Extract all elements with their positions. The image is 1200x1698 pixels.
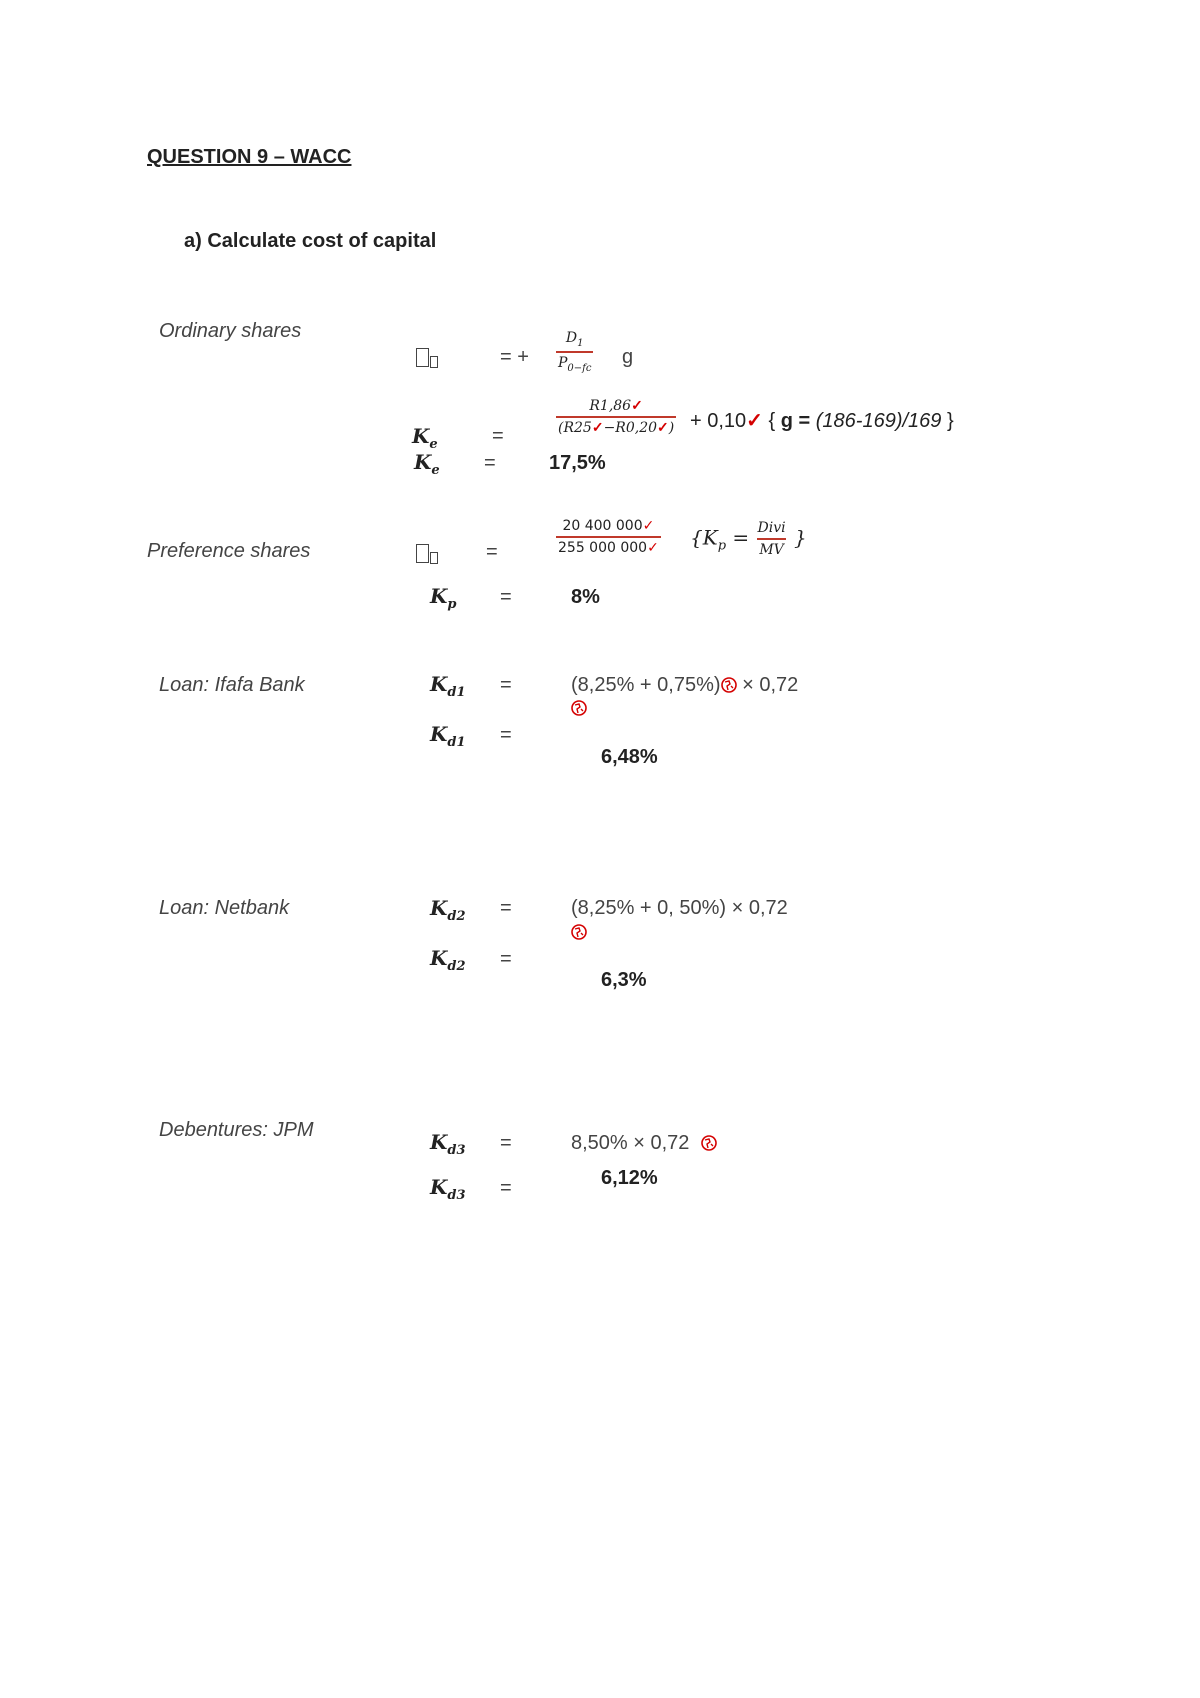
missing-glyph-icon	[416, 348, 429, 367]
globe-icon	[571, 924, 587, 940]
ke-denominator: (R25✓−R0,20✓)	[556, 416, 676, 436]
kd2-result-symbol: $K_{d2}$	[430, 946, 466, 974]
ke-result: 17,5%	[549, 452, 606, 474]
missing-glyph-icon	[430, 552, 438, 564]
preference-numerator: 20 400 000✓	[562, 518, 655, 534]
missing-glyph-icon	[430, 356, 438, 368]
kd3-expression: 8,50% × 0,72	[571, 1132, 717, 1155]
preference-shares-label: Preference shares	[147, 540, 311, 562]
kd1-result: 6,48%	[601, 746, 658, 768]
ordinary-formula-numerator: $D_1$	[565, 330, 584, 349]
ke-eq: =	[492, 425, 504, 447]
missing-glyph-icon	[416, 544, 429, 563]
ordinary-formula-eq: = +	[500, 346, 529, 368]
check-mark-icon: ✓	[647, 540, 659, 556]
kp-eq: =	[500, 586, 512, 608]
kd1-result-eq: =	[500, 724, 512, 746]
preference-formula-symbol	[416, 544, 438, 566]
kd2-globe-mark	[571, 924, 587, 943]
ke-symbol: $K_e$	[412, 424, 438, 452]
kd2-result: 6,3%	[601, 969, 647, 991]
kp-definition: {$K_p$ = $\frac{\text{Divi}}{MV}$ }	[690, 520, 807, 558]
page-title: QUESTION 9 – WACC	[147, 146, 352, 168]
ke-numerator: R1,86✓	[589, 398, 643, 414]
kd3-result: 6,12%	[601, 1167, 658, 1189]
preference-eq: =	[486, 541, 498, 563]
check-mark-icon: ✓	[642, 518, 655, 534]
kd3-result-symbol: $K_{d3}$	[430, 1175, 466, 1203]
ke-growth-addon: + 0,10✓ { g = (186-169)/169 }	[690, 410, 954, 432]
kd1-symbol: $K_{d1}$	[430, 672, 466, 700]
ke-result-symbol: $K_e$	[414, 450, 440, 478]
kd2-eq: =	[500, 897, 512, 919]
globe-icon	[721, 677, 737, 693]
kd1-eq: =	[500, 674, 512, 696]
debentures-label: Debentures: JPM	[159, 1119, 314, 1141]
ke-fraction	[556, 398, 676, 436]
section-subtitle: a) Calculate cost of capital	[184, 230, 437, 252]
ordinary-shares-label: Ordinary shares	[159, 320, 302, 342]
kd1-globe-mark	[571, 700, 587, 719]
check-mark-icon: ✓	[657, 420, 669, 436]
check-mark-icon: ✓	[746, 410, 763, 432]
globe-icon	[701, 1135, 717, 1151]
kd3-symbol: $K_{d3}$	[430, 1130, 466, 1158]
kp-denominator: MV	[757, 538, 785, 558]
ordinary-formula-denominator: $P_{0-fc}$	[556, 351, 593, 374]
kp-numerator: Divi	[757, 520, 786, 536]
ke-result-eq: =	[484, 452, 496, 474]
loan-ifafa-label: Loan: Ifafa Bank	[159, 674, 305, 696]
loan-netbank-label: Loan: Netbank	[159, 897, 290, 919]
kd3-eq: =	[500, 1132, 512, 1154]
check-mark-icon: ✓	[591, 420, 604, 436]
kd2-symbol: $K_{d2}$	[430, 896, 466, 924]
globe-icon	[571, 700, 587, 716]
ordinary-formula-symbol	[416, 348, 438, 370]
check-mark-icon: ✓	[631, 398, 643, 414]
ordinary-formula-fraction	[556, 330, 593, 374]
preference-denominator: 255 000 000✓	[556, 536, 661, 556]
kd2-expression: (8,25% + 0, 50%) × 0,72	[571, 897, 788, 919]
kp-symbol: $K_p$	[430, 584, 457, 612]
kd1-expression: (8,25% + 0,75%) × 0,72	[571, 674, 799, 696]
preference-fraction	[556, 518, 661, 556]
kd2-result-eq: =	[500, 948, 512, 970]
kd1-result-symbol: $K_{d1}$	[430, 722, 466, 750]
ordinary-formula-g: g	[622, 346, 634, 368]
kp-result: 8%	[571, 586, 600, 608]
kd3-result-eq: =	[500, 1177, 512, 1199]
